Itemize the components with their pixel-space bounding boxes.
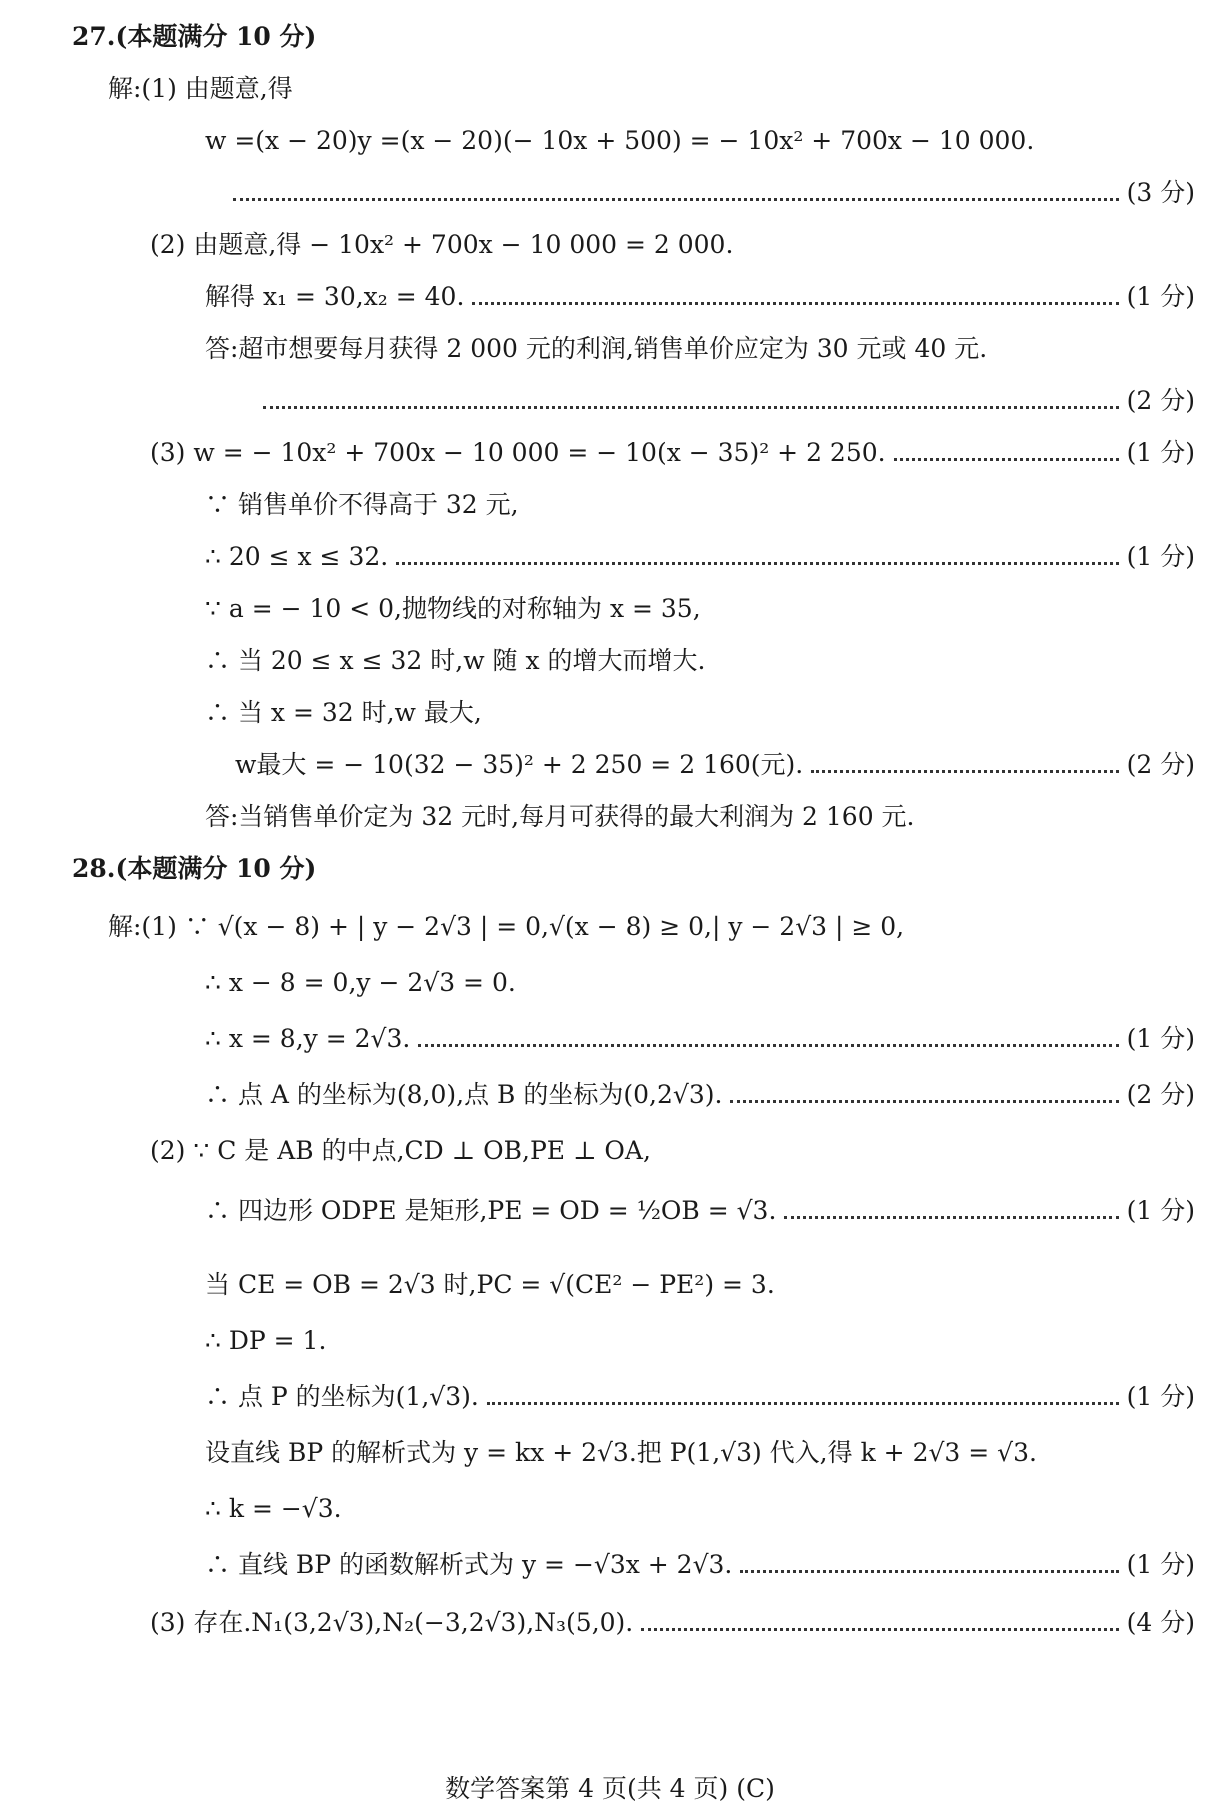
q27-part2-answer: 答:超市想要每月获得 2 000 元的利润,销售单价应定为 30 元或 40 元.	[205, 334, 988, 363]
q28-part2-line: ∴ 直线 BP 的函数解析式为 y = −√3x + 2√3.	[205, 1550, 733, 1579]
q27-part3-axis: ∵ a = − 10 < 0,抛物线的对称轴为 x = 35,	[205, 594, 701, 623]
score-label: (1 分)	[1126, 542, 1195, 571]
score-label: (1 分)	[1126, 1550, 1195, 1579]
score-label: (2 分)	[1126, 750, 1195, 779]
q28-part1-points-row	[205, 1078, 1195, 1112]
score-label: (2 分)	[1126, 1080, 1195, 1109]
q28-part2-rect-row	[205, 1194, 1195, 1228]
q27-score-row-1	[225, 176, 1195, 210]
q27-part3-max-row	[235, 748, 1195, 782]
q27-part3-vertex-form: (3) w = − 10x² + 700x − 10 000 = − 10(x − 35)² + 2 250.	[150, 438, 886, 467]
q27-part3-range: ∴ 20 ≤ x ≤ 32.	[205, 542, 389, 571]
q28-part2-given: (2) ∵ C 是 AB 的中点,CD ⊥ OB,PE ⊥ OA,	[150, 1136, 651, 1165]
q28-part1-solution-row	[205, 1022, 1195, 1056]
q28-title: 28.(本题满分 10 分)	[72, 854, 317, 883]
score-label: (3 分)	[1126, 178, 1195, 207]
q28-part2-pc: 当 CE = OB = 2√3 时,PC = √(CE² − PE²) = 3.	[205, 1270, 775, 1299]
page-footer: 数学答案第 4 页(共 4 页) (C)	[445, 1774, 775, 1803]
q27-part3-condition: ∵ 销售单价不得高于 32 元,	[205, 490, 519, 519]
q27-part3-max-value: w最大 = − 10(32 − 35)² + 2 250 = 2 160(元).	[235, 750, 804, 779]
q28-part2-point-p: ∴ 点 P 的坐标为(1,√3).	[205, 1382, 479, 1411]
q28-part1-zeros: ∴ x − 8 = 0,y − 2√3 = 0.	[205, 968, 516, 997]
score-label: (1 分)	[1126, 282, 1195, 311]
q27-part3-answer: 答:当销售单价定为 32 元时,每月可获得的最大利润为 2 160 元.	[205, 802, 915, 831]
score-label: (1 分)	[1126, 1024, 1195, 1053]
q27-part2-roots-row	[205, 280, 1195, 314]
q27-part3-vertex-row	[150, 436, 1195, 470]
q27-title: 27.(本题满分 10 分)	[72, 22, 317, 51]
q28-part2-point-p-row	[205, 1380, 1195, 1414]
q27-part2-roots: 解得 x₁ = 30,x₂ = 40.	[205, 282, 465, 311]
q28-part1-given: 解:(1) ∵ √(x − 8) + | y − 2√3 | = 0,√(x − 8) ≥ 0,| y − 2√3 | ≥ 0,	[108, 912, 905, 941]
q28-part2-line-setup: 设直线 BP 的解析式为 y = kx + 2√3.把 P(1,√3) 代入,得 k + 2√3 = √3.	[205, 1438, 1037, 1467]
score-label: (2 分)	[1126, 386, 1195, 415]
score-label: (1 分)	[1126, 1196, 1195, 1225]
score-label: (1 分)	[1126, 1382, 1195, 1411]
q27-score-row-2	[255, 384, 1195, 418]
q28-part2-line-row	[205, 1548, 1195, 1582]
q28-part1-points: ∴ 点 A 的坐标为(8,0),点 B 的坐标为(0,2√3).	[205, 1080, 723, 1109]
q27-part3-increasing: ∴ 当 20 ≤ x ≤ 32 时,w 随 x 的增大而增大.	[205, 646, 706, 675]
q28-part3-row	[150, 1606, 1195, 1640]
q28-part3-points: (3) 存在.N₁(3,2√3),N₂(−3,2√3),N₃(5,0).	[150, 1608, 634, 1637]
q27-part3-max-at: ∴ 当 x = 32 时,w 最大,	[205, 698, 482, 727]
q28-part1-solution: ∴ x = 8,y = 2√3.	[205, 1024, 411, 1053]
q28-part2-k: ∴ k = −√3.	[205, 1494, 342, 1523]
q28-part2-dp: ∴ DP = 1.	[205, 1326, 327, 1355]
score-label: (4 分)	[1126, 1608, 1195, 1637]
score-label: (1 分)	[1126, 438, 1195, 467]
q27-part3-range-row	[205, 540, 1195, 574]
q27-part1-intro: 解:(1) 由题意,得	[108, 74, 293, 103]
q27-part2-equation: (2) 由题意,得 − 10x² + 700x − 10 000 = 2 000.	[150, 230, 734, 259]
q27-profit-equation: w =(x − 20)y =(x − 20)(− 10x + 500) = − 10x² + 700x − 10 000.	[205, 126, 1035, 155]
q28-part2-rectangle: ∴ 四边形 ODPE 是矩形,PE = OD = ½OB = √3.	[205, 1196, 777, 1225]
